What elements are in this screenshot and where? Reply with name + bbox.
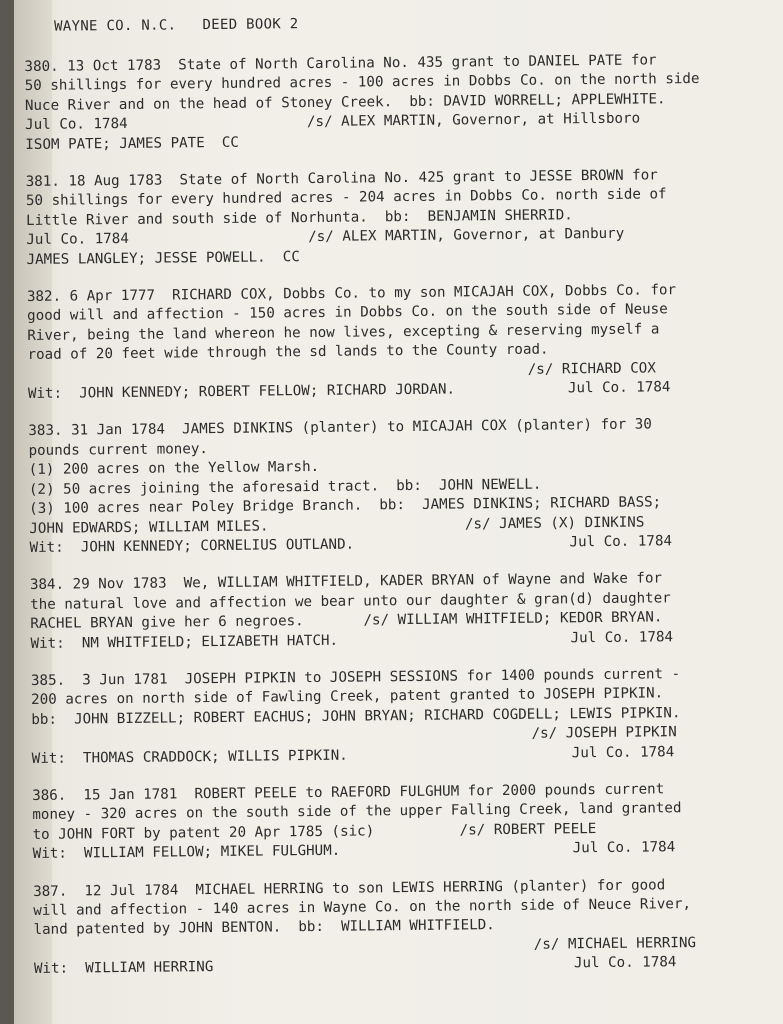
deed-entry (27, 280, 783, 404)
entry-line: 380. 13 Oct 1783 State of North Carolina No. 435 grant to DANIEL PATE for (24, 52, 657, 75)
entry-line: Jul Co. 1784 /s/ ALEX MARTIN, Governor, at Danbury (26, 225, 625, 249)
entry-line: road of 20 feet wide through the sd lands to the County road. (27, 341, 549, 364)
witnesses: Wit: NM WHITFIELD; ELIZABETH HATCH. (30, 632, 339, 652)
entry-line: pounds current money. (28, 440, 208, 459)
deed-entry (24, 50, 781, 155)
entry-line: River, being the land whereon he now lives, excepting & reserving myself a (27, 321, 660, 344)
signature: /s/ MICHAEL HERRING (533, 934, 697, 953)
entry-line: Little River and south side of Norhunta. bb: BENJAMIN SHERRID. (26, 207, 573, 229)
deed-entry (32, 779, 783, 865)
witnesses: Wit: JOHN KENNEDY; CORNELIUS OUTLAND. (29, 536, 355, 556)
court-date: Jul Co. 1784 (572, 839, 676, 857)
entry-line: (3) 100 acres near Poley Bridge Branch. bb: JAMES DINKINS; RICHARD BASS; (29, 494, 662, 518)
entry-line: bb: JOHN BIZZELL; ROBERT EACHUS; JOHN BRYAN; RICHARD COGDELL; LEWIS PIPKIN. (31, 704, 681, 728)
entry-line: 383. 31 Jan 1784 JAMES DINKINS (planter) to MICAJAH COX (planter) for 30 (28, 416, 652, 440)
witnesses: Wit: WILLIAM HERRING (33, 959, 214, 978)
court-date: Jul Co. 1784 (573, 954, 677, 972)
book-page (14, 0, 783, 1024)
entry-line: the natural love and affection we bear unto our daughter & gran(d) daughter (30, 589, 671, 613)
entry-line: Nuce River and on the head of Stoney Creek. bb: DAVID WORRELL; APPLEWHITE. (24, 91, 666, 114)
signature: /s/ JOSEPH PIPKIN (531, 724, 677, 742)
entry-line: 200 acres on north side of Fawling Creek, patent granted to JOSEPH PIPKIN. (31, 685, 664, 709)
entry-line: 50 shillings for every hundred acres - 100 acres in Dobbs Co. on the north side (24, 71, 700, 95)
entry-line: JAMES LANGLEY; JESSE POWELL. CC (26, 248, 300, 268)
entry-line: RACHEL BRYAN give her 6 negroes. /s/ WILLIAM WHITFIELD; KEDOR BRYAN. (30, 609, 663, 633)
entry-line: to JOHN FORT by patent 20 Apr 1785 (sic) /s/ ROBERT PEELE (32, 820, 597, 843)
deed-entries (24, 50, 783, 979)
page-header: WAYNE CO. N.C. DEED BOOK 2 (54, 16, 299, 35)
court-date: Jul Co. 1784 (569, 533, 673, 551)
deed-entry (31, 664, 783, 769)
deed-entry (33, 875, 783, 980)
entry-line: JOHN EDWARDS; WILLIAM MILES. /s/ JAMES (X) DINKINS (29, 514, 645, 537)
entry-line: 382. 6 Apr 1777 RICHARD COX, Dobbs Co. to my son MICAJAH COX, Dobbs Co. for (26, 282, 677, 306)
entry-line: will and affection - 140 acres in Wayne Co. on the north side of Neuce River, (33, 896, 692, 919)
entry-line: money - 320 acres on the south side of the upper Falling Creek, land granted (32, 800, 682, 824)
entry-line: 387. 12 Jul 1784 MICHAEL HERRING to son LEWIS HERRING (planter) for good (33, 876, 666, 900)
witnesses: Wit: JOHN KENNEDY; ROBERT FELLOW; RICHARD JORDAN. (27, 381, 456, 403)
entry-line: 381. 18 Aug 1783 State of North Carolina No. 425 grant to JESSE BROWN for (25, 167, 658, 191)
entry-line: (2) 50 acres joining the aforesaid tract. bb: JOHN NEWELL. (28, 476, 542, 498)
entry-line: (1) 200 acres on the Yellow Marsh. (28, 459, 320, 479)
entry-line: good will and affection - 150 acres in Dobbs Co. on the south side of Neuse (27, 301, 668, 325)
witnesses: Wit: THOMAS CRADDOCK; WILLIS PIPKIN. (31, 747, 348, 767)
witnesses: Wit: WILLIAM FELLOW; MIKEL FULGHUM. (32, 842, 341, 863)
entry-line: land patented by JOHN BENTON. bb: WILLIAM WHITFIELD. (33, 917, 495, 939)
court-date: Jul Co. 1784 (570, 628, 674, 646)
page-content (24, 10, 783, 997)
deed-entry (26, 165, 783, 270)
entry-line: ISOM PATE; JAMES PATE CC (25, 134, 239, 153)
court-date: Jul Co. 1784 (567, 379, 671, 397)
entry-line: 386. 15 Jan 1781 ROBERT PEELE to RAEFORD FULGHUM for 2000 pounds current (32, 781, 665, 804)
deed-entry (30, 568, 783, 654)
entry-line: 384. 29 Nov 1783 We, WILLIAM WHITFIELD, KADER BRYAN of Wayne and Wake for (29, 570, 663, 594)
court-date: Jul Co. 1784 (571, 743, 675, 761)
deed-entry (28, 415, 783, 559)
entry-line: 385. 3 Jun 1781 JOSEPH PIPKIN to JOSEPH SESSIONS for 1400 pounds current - (30, 666, 681, 689)
entry-line: 50 shillings for every hundred acres - 204 acres in Dobbs Co. north side of (25, 186, 667, 210)
signature: /s/ RICHARD COX (527, 360, 656, 378)
entry-line: Jul Co. 1784 /s/ ALEX MARTIN, Governor, at Hillsboro (25, 110, 641, 134)
